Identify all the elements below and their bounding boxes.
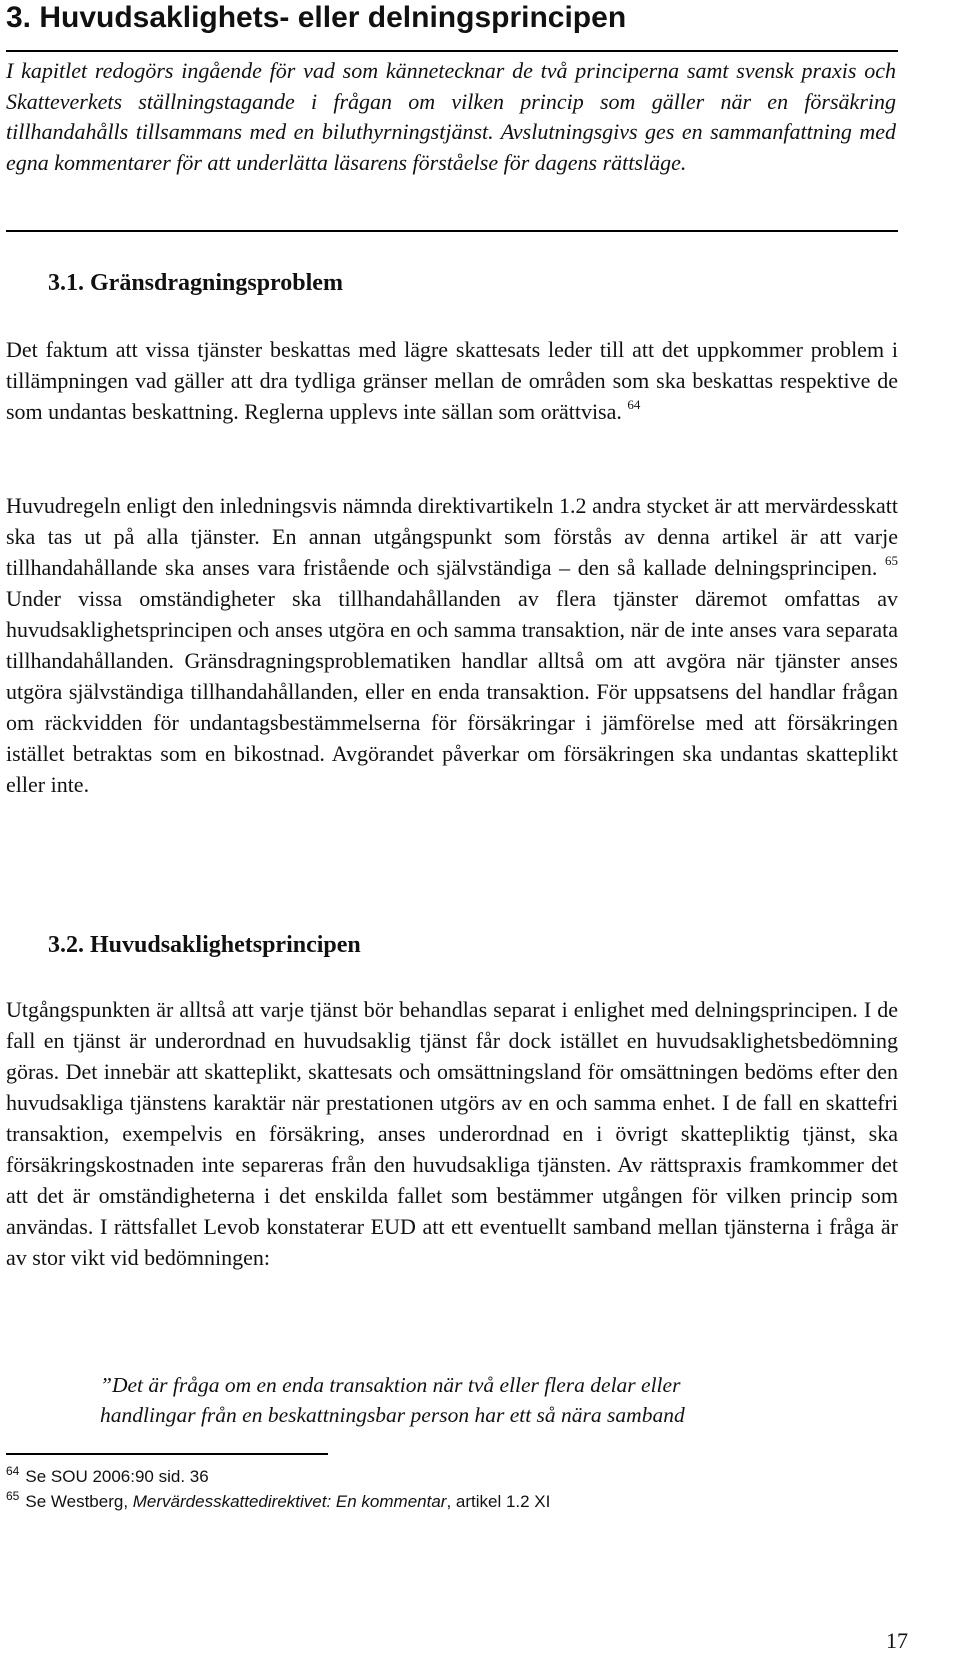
quote-line-2: handlingar från en beskattningsbar person har ett så nära samband	[100, 1403, 685, 1427]
footnote-64	[6, 1464, 906, 1489]
page-number: 17	[886, 1628, 908, 1653]
footnote-number: 64	[6, 1464, 20, 1479]
paragraph-3-1-b	[6, 490, 898, 800]
paragraph-text: Det faktum att vissa tjänster beskattas med lägre skattesats leder till att det uppkommer problem i tillämpningen vad gäller att dra tydliga gränser mellan de områden som ska beskattas respektive de som undantas beskattning. Reglerna upplevs inte sällan som orättvisa.	[6, 337, 898, 424]
quote-line-1: ”Det är fråga om en enda transaktion när två eller flera delar eller	[100, 1373, 681, 1397]
paragraph-3-1-a	[6, 334, 898, 427]
footnote-number: 65	[6, 1489, 20, 1504]
quotation	[100, 1370, 860, 1430]
footnote-text-tail: , artikel 1.2 XI	[446, 1492, 551, 1511]
footnote-book-title: Mervärdesskattedirektivet: En kommentar	[132, 1492, 447, 1511]
paragraph-3-2: Utgångspunkten är alltså att varje tjänst bör behandlas separat i enlighet med delningsprincipen. I de fall en tjänst är underordnad en huvudsaklig tjänst får dock istället en huvudsaklighetsbedömning göras. Det innebär att skatteplikt, skattesats och omsättningsland för omsättningen bedöms efter den huvudsakliga tjänstens karaktär när prestationen utgörs av en och samma enhet. I de fall en skattefri transaktion, exempelvis en försäkring, anses underordnad en i övrigt skattepliktig tjänst, ska försäkringskostnaden inte separeras från den huvudsakliga tjänsten. Av rättspraxis framkommer det att det är omständigheterna i det enskilda fallet som bestämmer utgången för vilken princip som användas. I rättsfallet Levob konstaterar EUD att ett eventuellt samband mellan tjänsterna i fråga är av stor vikt vid bedömningen:	[6, 997, 898, 1270]
chapter-intro: I kapitlet redogörs ingående för vad som kännetecknar de två principerna samt svensk praxis och Skatteverkets ställningstagande i frågan om vilken princip som gäller när en försäkring tillhandahålls tillsammans med en biluthyrningstjänst. Avslutningsgivs ges en sammanfattning med egna kommentarer för att underlätta läsarens förståelse för dagens rättsläge.	[6, 58, 896, 175]
paragraph-text-continued: Under vissa omständigheter ska tillhandahållanden av flera tjänster däremot omfattas av huvudsaklighetsprincipen och anses utgöra en och samma transaktion, när de inte anses vara separata tillhandahållanden. Gränsdragningsproblematiken handlar alltså om att avgöra när tjänster anses utgöra självständiga tillhandahållanden, eller en enda transaktion. För uppsatsens del handlar frågan om räckvidden för undantagsbestämmelserna för försäkringar i jämförelse med att försäkringen istället betraktas som en bikostnad. Avgörandet påverkar om försäkringen ska undantas skatteplikt eller inte.	[6, 586, 898, 797]
intro-rule-bottom	[6, 230, 898, 232]
chapter-title: 3. Huvudsaklighets- eller delningsprincipen	[6, 1, 627, 34]
footnote-text: Se Westberg,	[25, 1492, 133, 1511]
section-heading-3-2: 3.2. Huvudsaklighetsprincipen	[48, 932, 361, 958]
title-rule-top	[6, 50, 898, 52]
footnote-ref-64: 64	[627, 396, 641, 412]
footnote-text: Se SOU 2006:90 sid. 36	[25, 1467, 209, 1486]
paragraph-text: Huvudregeln enligt den inledningsvis nämnda direktivartikeln 1.2 andra stycket är att mervärdesskatt ska tas ut på alla tjänster. En annan utgångspunkt som förstås av denna artikel är att varje tillhandahållande ska anses vara fristående och självständiga – den så kallade delningsprincipen.	[6, 493, 898, 580]
footnote-ref-65: 65	[885, 552, 899, 568]
footnote-separator	[6, 1453, 328, 1455]
footnotes	[6, 1464, 906, 1514]
footnote-65	[6, 1489, 906, 1514]
section-heading-3-1: 3.1. Gränsdragningsproblem	[48, 270, 343, 296]
